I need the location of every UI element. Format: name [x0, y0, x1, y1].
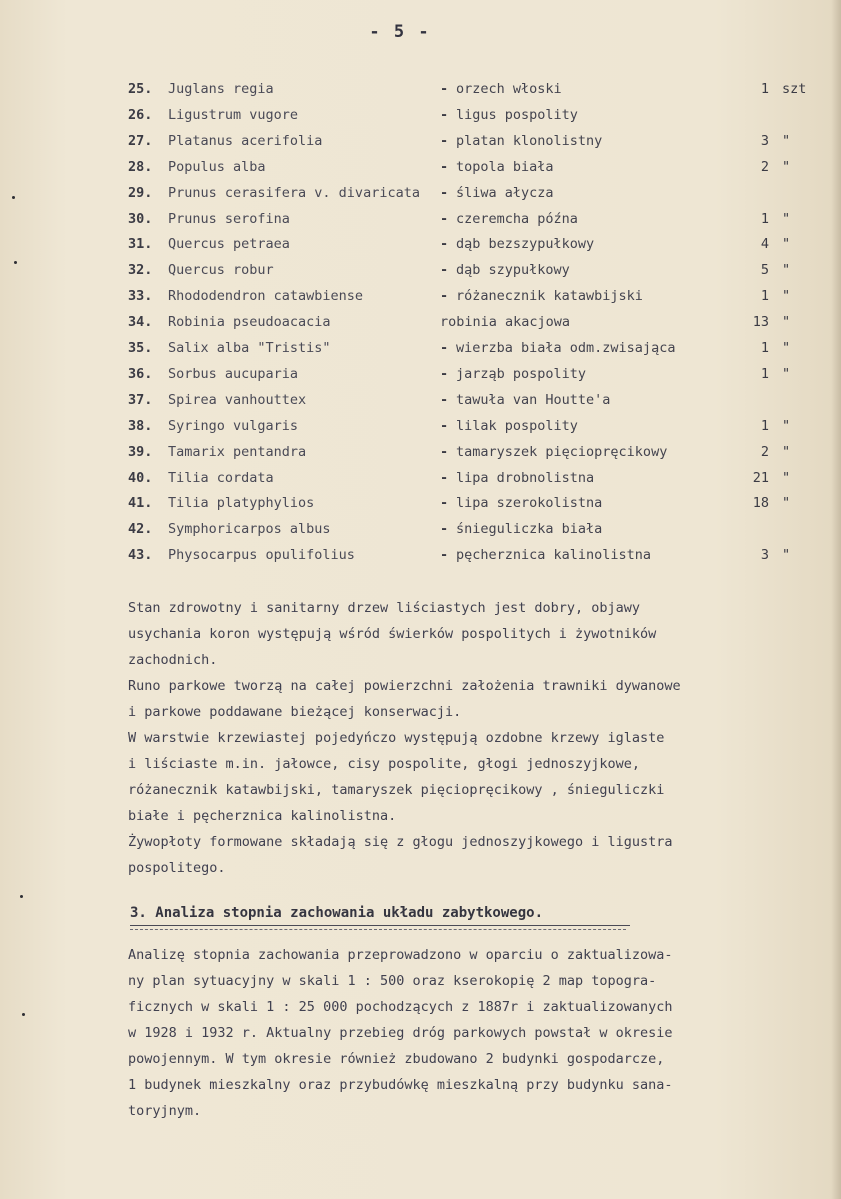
- species-dash: -: [440, 392, 449, 408]
- species-row: [0, 543, 841, 567]
- species-row: [0, 103, 841, 127]
- species-dash: -: [440, 159, 449, 175]
- species-row: [0, 310, 841, 334]
- paragraph-line: zachodnich.: [128, 652, 218, 668]
- species-latin-name: Juglans regia: [168, 81, 274, 97]
- species-quantity: 1: [760, 366, 769, 382]
- species-latin-name: Salix alba "Tristis": [168, 340, 331, 356]
- species-row: [0, 336, 841, 360]
- species-latin-name: Quercus petraea: [168, 236, 290, 252]
- species-number: 31.: [128, 236, 153, 252]
- species-latin-name: Rhododendron catawbiense: [168, 288, 364, 304]
- species-quantity: 3: [760, 133, 769, 149]
- species-unit: ": [782, 133, 791, 149]
- species-row: [0, 155, 841, 179]
- species-number: 28.: [128, 159, 153, 175]
- species-unit: ": [782, 314, 791, 330]
- species-latin-name: Robinia pseudoacacia: [168, 314, 331, 330]
- species-row: [0, 181, 841, 205]
- species-polish-name: wierzba biała odm.zwisająca: [456, 340, 676, 356]
- species-number: 40.: [128, 470, 153, 486]
- species-unit: ": [782, 470, 791, 486]
- species-polish-name: orzech włoski: [456, 81, 562, 97]
- species-dash: -: [440, 81, 449, 97]
- species-polish-name: ligus pospolity: [456, 107, 578, 123]
- species-row: [0, 207, 841, 231]
- species-unit: ": [782, 340, 791, 356]
- species-dash: -: [440, 340, 449, 356]
- species-polish-name: tawuła van Houtte'a: [456, 392, 611, 408]
- species-row: [0, 258, 841, 282]
- species-latin-name: Sorbus aucuparia: [168, 366, 299, 382]
- species-number: 42.: [128, 521, 153, 537]
- species-number: 25.: [128, 81, 153, 97]
- species-row: [0, 414, 841, 438]
- margin-mark: [12, 196, 15, 199]
- heading-underline: [130, 925, 630, 926]
- species-quantity: 1: [760, 211, 769, 227]
- species-quantity: 18: [752, 495, 769, 511]
- species-dash: -: [440, 185, 449, 201]
- species-polish-name: jarząb pospolity: [456, 366, 587, 382]
- paragraph-line: toryjnym.: [128, 1103, 202, 1119]
- species-number: 38.: [128, 418, 153, 434]
- species-row: [0, 440, 841, 464]
- species-row: [0, 491, 841, 515]
- species-dash: -: [440, 288, 449, 304]
- species-number: 29.: [128, 185, 153, 201]
- species-dash: -: [440, 418, 449, 434]
- species-dash: -: [440, 547, 449, 563]
- paragraph-condition: [128, 595, 828, 881]
- species-quantity: 21: [752, 470, 769, 486]
- species-dash: -: [440, 133, 449, 149]
- species-latin-name: Tilia cordata: [168, 470, 274, 486]
- species-dash: -: [440, 236, 449, 252]
- species-polish-name: platan klonolistny: [456, 133, 603, 149]
- species-number: 27.: [128, 133, 153, 149]
- species-unit: ": [782, 236, 791, 252]
- species-unit: ": [782, 262, 791, 278]
- paragraph-line: Żywopłoty formowane składają się z głogu jednoszyjkowego i ligustra: [128, 834, 673, 850]
- species-polish-name: lipa drobnolistna: [456, 470, 595, 486]
- margin-mark: [14, 261, 17, 264]
- paragraph-line: ny plan sytuacyjny w skali 1 : 500 oraz kserokopię 2 map topogra-: [128, 973, 657, 989]
- species-polish-name: pęcherznica kalinolistna: [456, 547, 652, 563]
- species-quantity: 1: [760, 340, 769, 356]
- species-latin-name: Physocarpus opulifolius: [168, 547, 355, 563]
- page-number: - 5 -: [369, 22, 431, 42]
- heading-underline-dashed: [130, 929, 626, 930]
- species-unit: ": [782, 444, 791, 460]
- species-quantity: 1: [760, 418, 769, 434]
- species-quantity: 2: [760, 159, 769, 175]
- page-edge-shadow: [831, 0, 841, 1199]
- species-number: 39.: [128, 444, 153, 460]
- species-dash: -: [440, 470, 449, 486]
- species-number: 37.: [128, 392, 153, 408]
- species-number: 36.: [128, 366, 153, 382]
- species-quantity: 1: [760, 81, 769, 97]
- paragraph-line: w 1928 i 1932 r. Aktualny przebieg dróg parkowych powstał w okresie: [128, 1025, 673, 1041]
- species-latin-name: Syringo vulgaris: [168, 418, 299, 434]
- species-unit: ": [782, 495, 791, 511]
- species-latin-name: Ligustrum vugore: [168, 107, 299, 123]
- species-row: [0, 77, 841, 101]
- paragraph-line: i liściaste m.in. jałowce, cisy pospolite, głogi jednoszyjkowe,: [128, 756, 641, 772]
- paragraph-line: powojennym. W tym okresie również zbudowano 2 budynki gospodarcze,: [128, 1051, 665, 1067]
- species-dash: -: [440, 211, 449, 227]
- species-row: [0, 466, 841, 490]
- species-row: [0, 517, 841, 541]
- paragraph-line: ficznych w skali 1 : 25 000 pochodzących z 1887r i zaktualizowanych: [128, 999, 673, 1015]
- paragraph-line: białe i pęcherznica kalinolistna.: [128, 808, 397, 824]
- species-polish-name: tamaryszek pięciopręcikowy: [456, 444, 668, 460]
- species-latin-name: Tilia platyphylios: [168, 495, 315, 511]
- species-latin-name: Prunus serofina: [168, 211, 290, 227]
- species-dash: -: [440, 262, 449, 278]
- species-number: 26.: [128, 107, 153, 123]
- species-dash: -: [440, 495, 449, 511]
- paragraph-line: Runo parkowe tworzą na całej powierzchni założenia trawniki dywanowe: [128, 678, 681, 694]
- species-quantity: 1: [760, 288, 769, 304]
- species-dash: -: [440, 366, 449, 382]
- paragraph-line: różanecznik katawbijski, tamaryszek pięciopręcikowy , śnieguliczki: [128, 782, 665, 798]
- species-polish-name: dąb bezszypułkowy: [456, 236, 595, 252]
- species-latin-name: Populus alba: [168, 159, 266, 175]
- species-dash: -: [440, 521, 449, 537]
- species-polish-name: lipa szerokolistna: [456, 495, 603, 511]
- species-polish-name: różanecznik katawbijski: [456, 288, 643, 304]
- species-unit: ": [782, 366, 791, 382]
- species-row: [0, 129, 841, 153]
- species-latin-name: Quercus robur: [168, 262, 274, 278]
- species-polish-name: topola biała: [456, 159, 554, 175]
- species-dash: -: [440, 107, 449, 123]
- paragraph-analysis: [128, 942, 828, 1124]
- paragraph-line: i parkowe poddawane bieżącej konserwacji.: [128, 704, 462, 720]
- species-latin-name: Symphoricarpos albus: [168, 521, 331, 537]
- species-polish-name: śnieguliczka biała: [456, 521, 603, 537]
- species-number: 30.: [128, 211, 153, 227]
- paragraph-line: 1 budynek mieszkalny oraz przybudówkę mieszkalną przy budynku sana-: [128, 1077, 673, 1093]
- species-latin-name: Spirea vanhouttex: [168, 392, 307, 408]
- species-quantity: 5: [760, 262, 769, 278]
- species-quantity: 2: [760, 444, 769, 460]
- species-unit: ": [782, 547, 791, 563]
- species-polish-name: czeremcha późna: [456, 211, 578, 227]
- species-number: 43.: [128, 547, 153, 563]
- species-unit: ": [782, 211, 791, 227]
- margin-mark: [20, 895, 23, 898]
- species-row: [0, 232, 841, 256]
- species-latin-name: Tamarix pentandra: [168, 444, 307, 460]
- margin-mark: [22, 1013, 25, 1016]
- species-number: 32.: [128, 262, 153, 278]
- species-polish-name: śliwa ałycza: [456, 185, 554, 201]
- species-unit: szt: [782, 81, 807, 97]
- species-number: 41.: [128, 495, 153, 511]
- species-quantity: 13: [752, 314, 769, 330]
- paragraph-line: Analizę stopnia zachowania przeprowadzono w oparciu o zaktualizowa-: [128, 947, 673, 963]
- paragraph-line: W warstwie krzewiastej pojedyńczo występują ozdobne krzewy iglaste: [128, 730, 665, 746]
- species-dash: -: [440, 444, 449, 460]
- paragraph-line: usychania koron występują wśród świerków pospolitych i żywotników: [128, 626, 657, 642]
- species-unit: ": [782, 418, 791, 434]
- species-row: [0, 284, 841, 308]
- species-quantity: 3: [760, 547, 769, 563]
- species-latin-name: Platanus acerifolia: [168, 133, 323, 149]
- species-polish-name: robinia akacjowa: [440, 314, 571, 330]
- species-polish-name: dąb szypułkowy: [456, 262, 570, 278]
- paragraph-line: Stan zdrowotny i sanitarny drzew liściastych jest dobry, objawy: [128, 600, 641, 616]
- paragraph-line: pospolitego.: [128, 860, 226, 876]
- species-latin-name: Prunus cerasifera v. divaricata: [168, 185, 420, 201]
- species-quantity: 4: [760, 236, 769, 252]
- species-row: [0, 388, 841, 412]
- species-unit: ": [782, 288, 791, 304]
- species-number: 34.: [128, 314, 153, 330]
- species-number: 35.: [128, 340, 153, 356]
- section-heading: 3. Analiza stopnia zachowania układu zabytkowego.: [130, 905, 544, 921]
- species-polish-name: lilak pospolity: [456, 418, 578, 434]
- species-unit: ": [782, 159, 791, 175]
- species-row: [0, 362, 841, 386]
- species-number: 33.: [128, 288, 153, 304]
